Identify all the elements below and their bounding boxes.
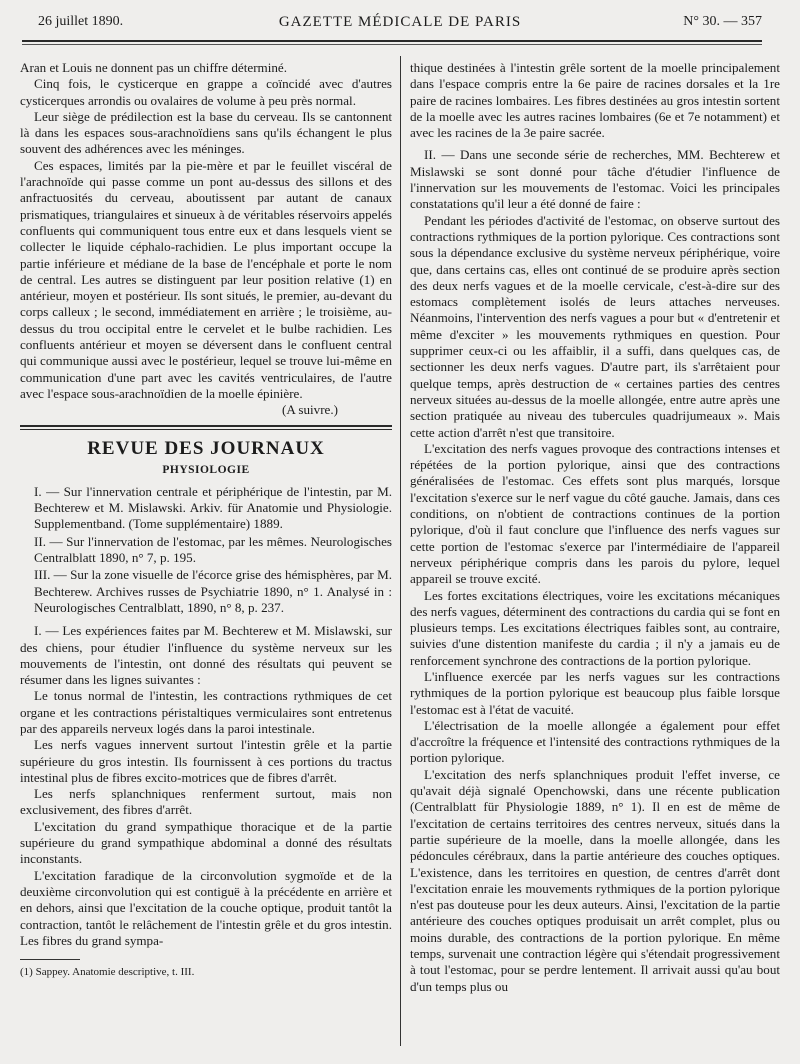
paragraph: Pendant les périodes d'activité de l'estomac, on observe surtout des contractions rythmiques de la portion pylorique. Ces contractions sont sous la dépendance exclusive du système nerveux périphérique, voire que, dans certains cas, elles ont continué de se produire après section des deux nerfs vagues et de la moelle cervicale, c'est-à-dire sur des estomacs complètement isolés de leurs attaches nerveuses. Néanmoins, l'intervention des nerfs vagues a pour but « d'entretenir et même d'exciter » les mouvements rythmiques en question. Pour supprimer ceux-ci ou les affaiblir, il a suffi, dans quelques cas, de sectionner les deux nerfs vagues. D'autre part, ils s'arrêtaient pour quelque temps, après destruction de « certaines parties des centres nerveux situées au-dessus de la moelle allongée, entre autre après une section pratiquée au niveau des tubercules quadrijumeaux ». Mais cette action d'arrêt n'est que transitoire. [410, 212, 780, 440]
right-column [410, 60, 780, 995]
column-divider [400, 56, 401, 1046]
page-header [38, 14, 762, 36]
footnote: (1) Sappey. Anatomie descriptive, t. III. [20, 966, 195, 979]
paragraph: Les nerfs vagues innervent surtout l'intestin grêle et la partie supérieure du gros intestin. Ils fournissent à ces portions du tractus intestinal plus de fibres excito-motrices que de fibres d'arrêt. [20, 737, 392, 785]
paragraph: L'excitation du grand sympathique thoracique et de la partie supérieure du grand sympathique abdominal a donné des résultats inconstants. [20, 818, 392, 867]
paragraph: L'excitation des nerfs splanchniques produit l'effet inverse, ce qu'avait déjà signalé Openchowski, dans une récente publication (Centralblatt für Physiologie 1889, n° 1). Il en est de même de l'excitation de certains territoires des centres nerveux, situés dans la partie supérieure de la moelle, dans la moelle allongée, dans les pédoncules cérébraux, dans la partie antérieure des couches optiques. L'existence, dans les territoires en question, de centres d'arrêt dont l'excitation enraie les mouvements rythmiques de la portion pylorique n'est pas douteuse pour les deux auteurs. Ainsi, l'excitation de la partie antérieure des couches optiques produisait un arrêt complet, plus ou moins durable, des contractions de la portion pylorique. En même temps, survenait une contraction légère qui s'étendait progressivement à tout l'estomac, pour se perdre lentement. Il arrivait aussi qu'au bout d'un temps plus ou [410, 766, 780, 994]
paragraph: Ces espaces, limités par la pie-mère et par le feuillet viscéral de l'arachnoïde qui passe comme un pont au-dessus des sillons et des anfractuosités du cerveau, aboutissent par autant de canaux prismatiques, triangulaires et sinueux à de véritables réservoirs appelés confluents qui communiquent tous entre eux et dans lesquels vient se collecter le liquide céphalo-rachidien. Le plus important occupe la partie inférieure et médiane de la base de l'encéphale et porte le nom de central. Les autres se distinguent par leur position relative (1) en antérieur, moyen et postérieur. Ils sont situés, le premier, au-devant du corps calleux ; le second, immédiatement en arrière ; le troisième, au-dessus du trou occipital entre le cervelet et le bulbe rachidien. Les confluents antérieur et moyen se déversent dans le confluent central qui communique aussi avec le postérieur, lequel se trouve lui-même en communication d'une part avec les cavités ventriculaires, de l'autre avec l'espace sous-arachnoïdien de la moelle épinière. [20, 157, 392, 401]
continuation-note: (A suivre.) [282, 402, 338, 418]
paragraph: Cinq fois, le cysticerque en grappe a coïncidé avec d'autres cysticerques arrondis ou ovalaires de volume à peu près normal. [20, 76, 392, 108]
header-date: 26 juillet 1890. [38, 14, 124, 29]
paragraph: thique destinées à l'intestin grêle sortent de la moelle principalement dans l'espace compris entre la 6e paire de racines dorsales et la 1re paire de racines lombaires. Les fibres destinées au gros intestin sortent de la moelle avec les autres racines lombaires (6e et 7e notamment) et avec les racines de la 3e paire sacrée. [410, 60, 780, 141]
reference-item: II. — Sur l'innervation de l'estomac, par les mêmes. Neurologisches Centralblatt 1890, n° 7, p. 195. [34, 533, 392, 566]
paragraph: Les fortes excitations électriques, voire les excitations mécaniques des nerfs vagues, déterminent des contractions du cardia qui se font en plusieurs temps. Les excitations électriques faibles sont, au contraire, suivies d'une distention manifeste du cardia ; il n'y a jamais eu de renforcement synchrone des contractions de la portion pylorique. [410, 587, 780, 668]
header-title: GAZETTE MÉDICALE DE PARIS [278, 14, 522, 30]
reference-item: III. — Sur la zone visuelle de l'écorce grise des hémisphères, par M. Bechterew. Archives russes de Psychiatrie 1890, n° 1. Analysé in : Neurologisches Centralblatt, 1890, n° 8, p. 237. [34, 567, 392, 615]
reference-item: I. — Sur l'innervation centrale et périphérique de l'intestin, par M. Bechterew et M. Mislawski. Arkiv. für Anatomie und Physiologie. Supplementband. (Tome supplémentaire) 1889. [34, 483, 392, 532]
paragraph: Le tonus normal de l'intestin, les contractions rythmiques de cet organe et les contractions péristaltiques vermiculaires sont entretenus par des appareils nerveux logés dans la paroi intestinale. [20, 688, 392, 736]
section-rule [20, 425, 392, 430]
paragraph: L'excitation faradique de la circonvolution sygmoïde et de la deuxième circonvolution qui est contiguë à la précédente en arrière et en dehors, ainsi que l'excitation de la couche optique, produit tantôt la contraction, tantôt le relâchement de l'intestin grêle et du gros intestin. Les fibres du grand sympa- [20, 867, 392, 948]
footnote-rule [20, 959, 80, 960]
paragraph: Aran et Louis ne donnent pas un chiffre déterminé. [20, 60, 288, 75]
left-column [20, 60, 392, 980]
paragraph: I. — Les expériences faites par M. Bechterew et M. Mislawski, sur des chiens, pour étudier l'influence du système nerveux sur les mouvements de l'intestin, ont donné des résultats qui peuvent se résumer dans les lignes suivantes : [20, 623, 392, 688]
paragraph: L'influence exercée par les nerfs vagues sur les contractions rythmiques de la portion pylorique est beaucoup plus faible lorsque l'estomac est à l'état de vacuité. [410, 668, 780, 717]
paragraph: L'électrisation de la moelle allongée a également pour effet d'accroître la fréquence et l'intensité des contractions rythmiques de la portion pylorique. [410, 717, 780, 766]
section-subtitle: PHYSIOLOGIE [162, 463, 250, 476]
paragraph: Leur siège de prédilection est la base du cerveau. Ils se cantonnent là dans les espaces sous-arachnoïdiens sans qu'ils échangent le plus souvent des adhérences avec les méninges. [20, 108, 392, 157]
header-rule [22, 40, 762, 42]
paragraph: L'excitation des nerfs vagues provoque des contractions intenses et répétées de la portion pylorique, ainsi que des contractions généralisées de l'estomac. Ces effets sont plus marqués, lorsque l'excitation s'exerce sur le nerf vague du côté gauche. Jamais, dans ces conditions, on n'obtient de contractions continues de la portion pylorique, d'où il faut conclure que l'influence des nerfs vagues sur cette portion de l'estomac s'exerce par l'intermédiaire de l'appareil nerveux périphérique compris dans les parois du pylore, lequel appareil se trouve excité. [410, 440, 780, 587]
section-title: REVUE DES JOURNAUX [87, 437, 325, 459]
header-page-number: N° 30. — 357 [683, 14, 762, 29]
header-rule-thin [22, 44, 762, 45]
reference-list [20, 484, 392, 616]
paragraph: Les nerfs splanchniques renferment surtout, mais non exclusivement, des fibres d'arrêt. [20, 786, 392, 818]
paragraph: II. — Dans une seconde série de recherches, MM. Bechterew et Mislawski se sont donné pour tâche d'étudier l'influence de l'innervation sur les mouvements de l'estomac. Voici les principales constatations qu'il leur a été donné de faire : [410, 147, 780, 212]
